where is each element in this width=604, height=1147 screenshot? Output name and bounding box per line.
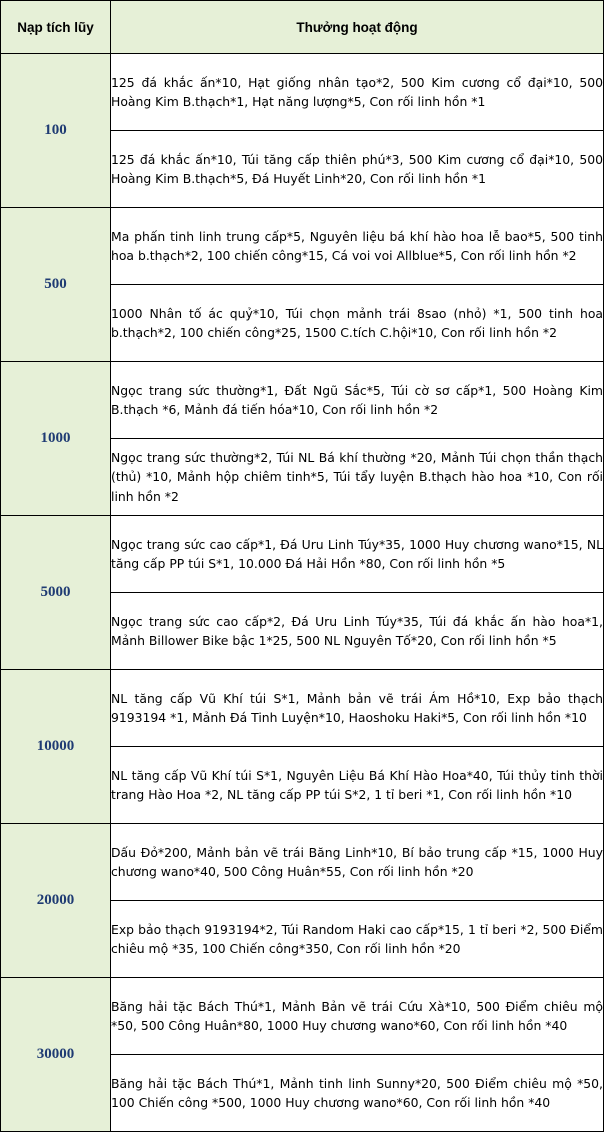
reward-text: NL tăng cấp Vũ Khí túi S*1, Mảnh bản vẽ trái Ám Hồ*10, Exp bảo thạch 9193194 *1, Mảnh Đá Tinh Luyện*10, Haoshoku Haki*5, Con rối linh hồn *10 (111, 690, 603, 725)
reward-cell (111, 1055, 604, 1132)
table-row (1, 54, 604, 131)
reward-cell (111, 208, 604, 285)
tier-cell: 20000 (1, 824, 111, 978)
reward-cell (111, 670, 604, 747)
reward-text: Ngọc trang sức cao cấp*2, Đá Uru Linh Túy*35, Túi đá khắc ấn hào hoa*1, Mảnh Billower Bike bậc 1*25, 500 NL Nguyên Tố*20, Con rối linh hồn *5 (111, 613, 603, 648)
reward-text: 125 đá khắc ấn*10, Túi tăng cấp thiên phú*3, 500 Kim cương cổ đại*10, 500 Hoàng Kim B.thạch*5, Đá Huyết Linh*20, Con rối linh hồn *1 (111, 151, 603, 186)
reward-cell (111, 824, 604, 901)
tier-cell: 10000 (1, 670, 111, 824)
reward-text: Băng hải tặc Bách Thú*1, Mảnh tinh linh Sunny*20, 500 Điểm chiêu mộ *50, 100 Chiến công *500, 1000 Huy chương wano*60, Con rối linh hồn *40 (111, 1075, 603, 1110)
tier-cell: 30000 (1, 978, 111, 1132)
reward-text: Exp bảo thạch 9193194*2, Túi Random Haki cao cấp*15, 1 tỉ beri *2, 500 Điểm chiêu mộ *35, 100 Chiến công*350, Con rối linh hồn *20 (111, 921, 603, 956)
reward-cell (111, 516, 604, 593)
tier-cell: 5000 (1, 516, 111, 670)
reward-cell (111, 54, 604, 131)
header-rewards: Thưởng hoạt động (111, 1, 604, 54)
table-row (1, 208, 604, 285)
reward-cell (111, 978, 604, 1055)
table-row (1, 362, 604, 439)
reward-cell (111, 439, 604, 516)
reward-text: Băng hải tặc Bách Thú*1, Mảnh Bản vẽ trái Cứu Xà*10, 500 Điểm chiêu mộ *50, 500 Công Huân*80, 1000 Huy chương wano*60, Con rối linh hồn *40 (111, 998, 603, 1033)
reward-text: 1000 Nhân tố ác quỷ*10, Túi chọn mảnh trái 8sao (nhỏ) *1, 500 tinh hoa b.thạch*2, 100 chiến công*25, 1500 C.tích C.hội*10, Con rối linh hồn *2 (111, 305, 603, 340)
reward-cell (111, 593, 604, 670)
reward-text: Ngọc trang sức thường*1, Đất Ngũ Sắc*5, Túi cờ sơ cấp*1, 500 Hoàng Kim B.thạch *6, Mảnh đá tiến hóa*10, Con rối linh hồn *2 (111, 382, 603, 417)
reward-text: Ngọc trang sức cao cấp*1, Đá Uru Linh Túy*35, 1000 Huy chương wano*15, NL tăng cấp PP túi S*1, 10.000 Đá Hải Hồn *80, Con rối linh hồn *5 (111, 536, 603, 571)
reward-cell (111, 131, 604, 208)
table-row (1, 978, 604, 1055)
reward-text: Dấu Đỏ*200, Mảnh bản vẽ trái Băng Linh*10, Bí bảo trung cấp *15, 1000 Huy chương wano*40, 500 Công Huân*55, Con rối linh hồn *20 (111, 844, 603, 879)
header-recharge: Nạp tích lũy (1, 1, 111, 54)
reward-cell (111, 285, 604, 362)
table-row (1, 670, 604, 747)
table-row (1, 516, 604, 593)
reward-cell (111, 362, 604, 439)
tier-cell: 100 (1, 54, 111, 208)
reward-cell (111, 901, 604, 978)
reward-text: NL tăng cấp Vũ Khí túi S*1, Nguyên Liệu Bá Khí Hào Hoa*40, Túi thủy tinh thời trang Hào Hoa *2, NL tăng cấp PP túi S*2, 1 tỉ beri *1, Con rối linh hồn *10 (111, 767, 603, 802)
tier-cell: 1000 (1, 362, 111, 516)
reward-cell (111, 747, 604, 824)
reward-text: Ngọc trang sức thường*2, Túi NL Bá khí thường *20, Mảnh Túi chọn thần thạch (thủ) *10, Mảnh hộp chiêm tinh*5, Túi tẩy luyện B.thạch hào hoa *10, Con rối linh hồn *2 (111, 449, 603, 504)
tier-cell: 500 (1, 208, 111, 362)
reward-text: Ma phấn tinh linh trung cấp*5, Nguyên liệu bá khí hào hoa lễ bao*5, 500 tinh hoa b.thạch*2, 100 chiến công*15, Cá voi voi Allblue*5, Con rối linh hồn *2 (111, 228, 603, 263)
reward-text: 125 đá khắc ấn*10, Hạt giống nhân tạo*2, 500 Kim cương cổ đại*10, 500 Hoàng Kim B.thạch*1, Hạt năng lượng*5, Con rối linh hồn *1 (111, 74, 603, 109)
header-row (1, 1, 604, 54)
table-row (1, 824, 604, 901)
